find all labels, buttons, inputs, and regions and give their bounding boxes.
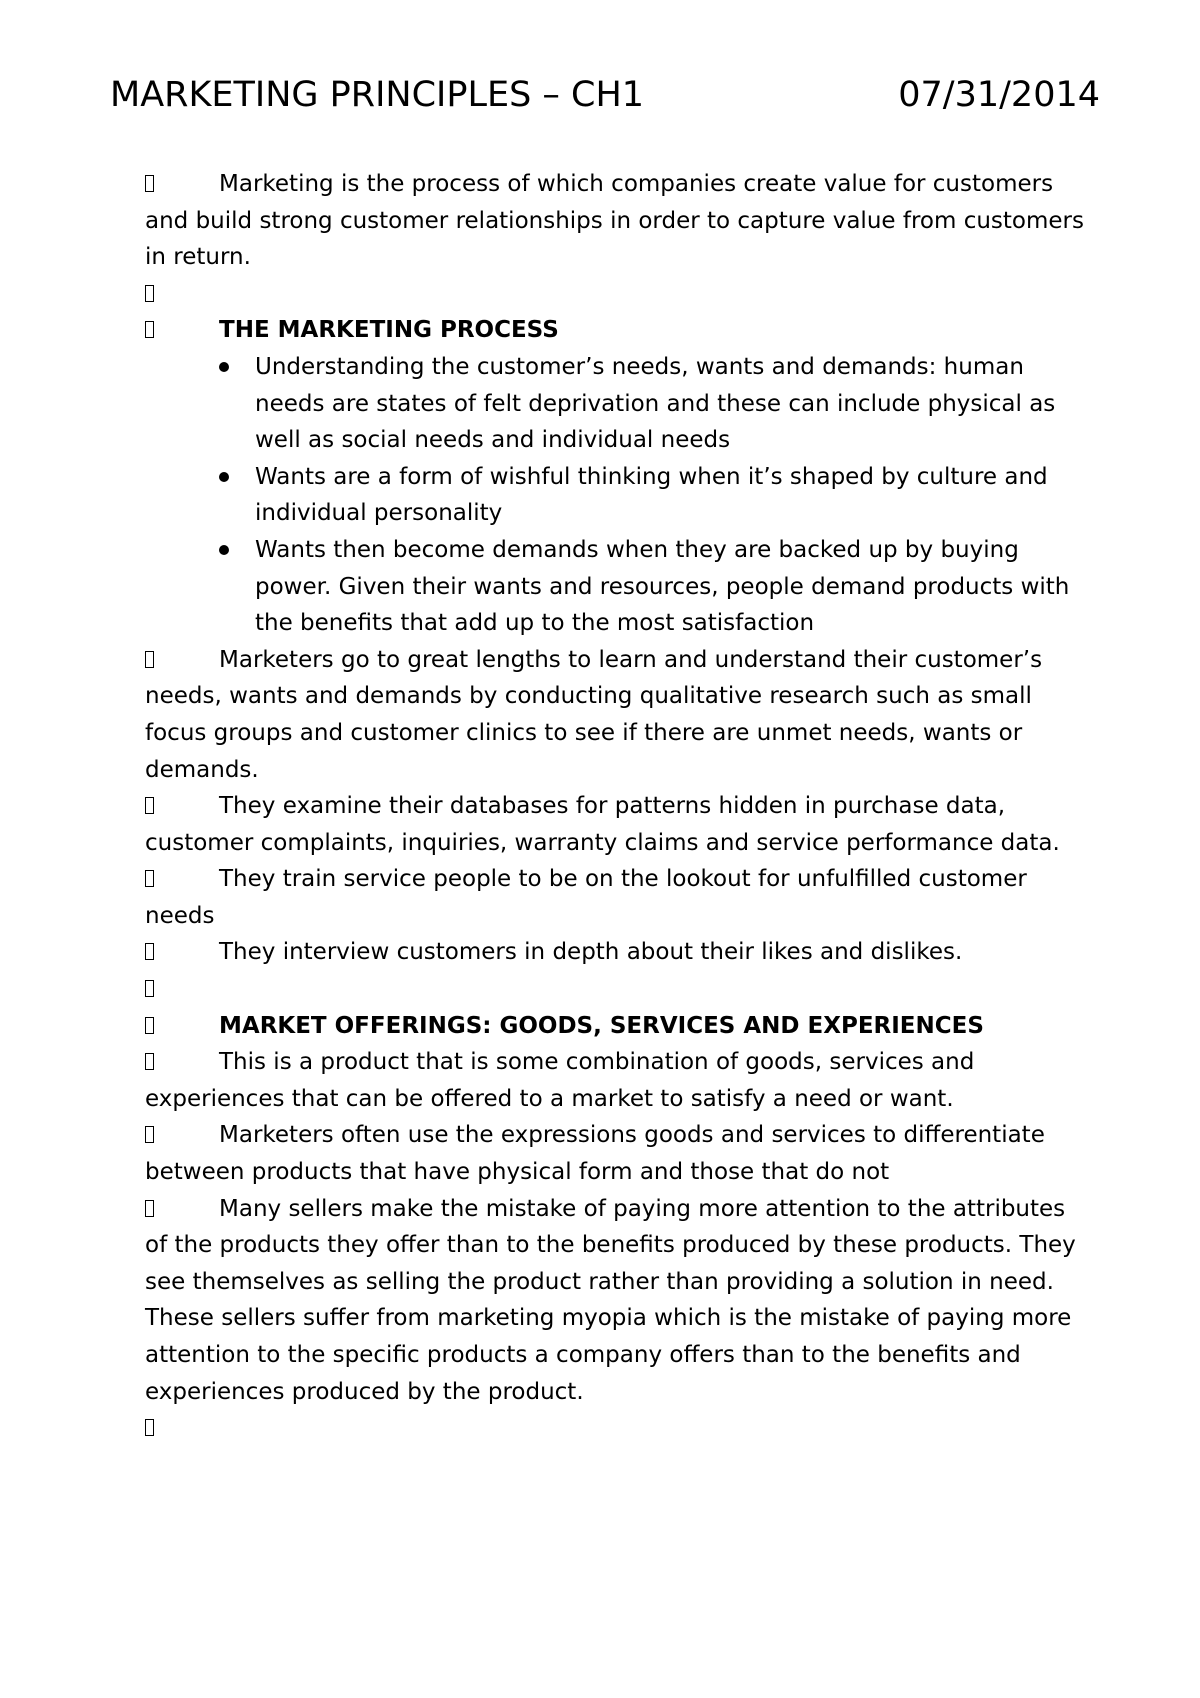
section-heading-text: MARKET OFFERINGS: GOODS, SERVICES AND EXPERIENCES [219, 1012, 984, 1039]
empty-paragraph [145, 971, 1085, 1008]
section-heading [145, 312, 1085, 349]
list-item [255, 459, 1085, 532]
paragraph [145, 1117, 1085, 1190]
bullet-list [145, 349, 1085, 642]
empty-box-icon [145, 980, 154, 997]
bullet-dot-icon [219, 545, 229, 555]
paragraph [145, 1044, 1085, 1117]
document-body [145, 166, 1085, 1447]
empty-box-icon [145, 1017, 154, 1034]
empty-box-icon [145, 321, 154, 338]
empty-box-icon [145, 1053, 154, 1070]
bullet-dot-icon [219, 472, 229, 482]
empty-box-icon [145, 651, 154, 668]
empty-box-icon [145, 175, 154, 192]
empty-box-icon [145, 943, 154, 960]
empty-paragraph [145, 276, 1085, 313]
section-heading-text: THE MARKETING PROCESS [219, 317, 559, 344]
paragraph [145, 934, 1085, 971]
paragraph-text: Marketers go to great lengths to learn and understand their customer’s needs, wants and demands by conducting qualitative research such as small focus groups and customer clinics to see if there are unmet needs, wants or demands. [145, 646, 1043, 783]
list-item-text: Wants are a form of wishful thinking when it’s shaped by culture and individual personality [255, 463, 1048, 527]
document-title: MARKETING PRINCIPLES – CH1 [110, 75, 645, 115]
document-header [110, 70, 1100, 120]
list-item-text: Wants then become demands when they are backed up by buying power. Given their wants and resources, people demand products with the benefits that add up to the most satisfaction [255, 536, 1070, 637]
section-heading [145, 1008, 1085, 1045]
paragraph-text: Marketing is the process of which companies create value for customers and build strong customer relationships in order to capture value from customers in return. [145, 171, 1084, 271]
empty-box-icon [145, 870, 154, 887]
empty-box-icon [145, 1419, 154, 1436]
paragraph [145, 861, 1085, 934]
paragraph-text: They examine their databases for patterns hidden in purchase data, customer complaints, inquiries, warranty claims and service performance data. [145, 793, 1060, 856]
document-date: 07/31/2014 [898, 75, 1100, 115]
paragraph [145, 1191, 1085, 1411]
paragraph-text: They interview customers in depth about their likes and dislikes. [219, 939, 963, 966]
paragraph-text: Many sellers make the mistake of paying more attention to the attributes of the products they offer than to the benefits produced by these products. They see themselves as selling the product rather than providing a solution in need. These sellers suffer from marketing myopia which is the mistake of paying more attention to the specific products a company offers than to the benefits and experiences produced by the product. [145, 1195, 1076, 1405]
list-item [255, 532, 1085, 642]
paragraph-text: They train service people to be on the lookout for unfulfilled customer needs [145, 866, 1027, 929]
list-item-text: Understanding the customer’s needs, wants and demands: human needs are states of felt deprivation and these can include physical as well as social needs and individual needs [255, 353, 1056, 454]
paragraph [145, 788, 1085, 861]
empty-box-icon [145, 1126, 154, 1143]
paragraph [145, 166, 1085, 276]
empty-box-icon [145, 285, 154, 302]
list-item [255, 349, 1085, 459]
empty-box-icon [145, 797, 154, 814]
empty-paragraph [145, 1410, 1085, 1447]
empty-box-icon [145, 1200, 154, 1217]
paragraph-text: Marketers often use the expressions goods and services to differentiate between products that have physical form and those that do not [145, 1122, 1045, 1186]
paragraph-text: This is a product that is some combination of goods, services and experiences that can be offered to a market to satisfy a need or want. [145, 1049, 975, 1112]
bullet-dot-icon [219, 362, 229, 372]
paragraph [145, 642, 1085, 788]
